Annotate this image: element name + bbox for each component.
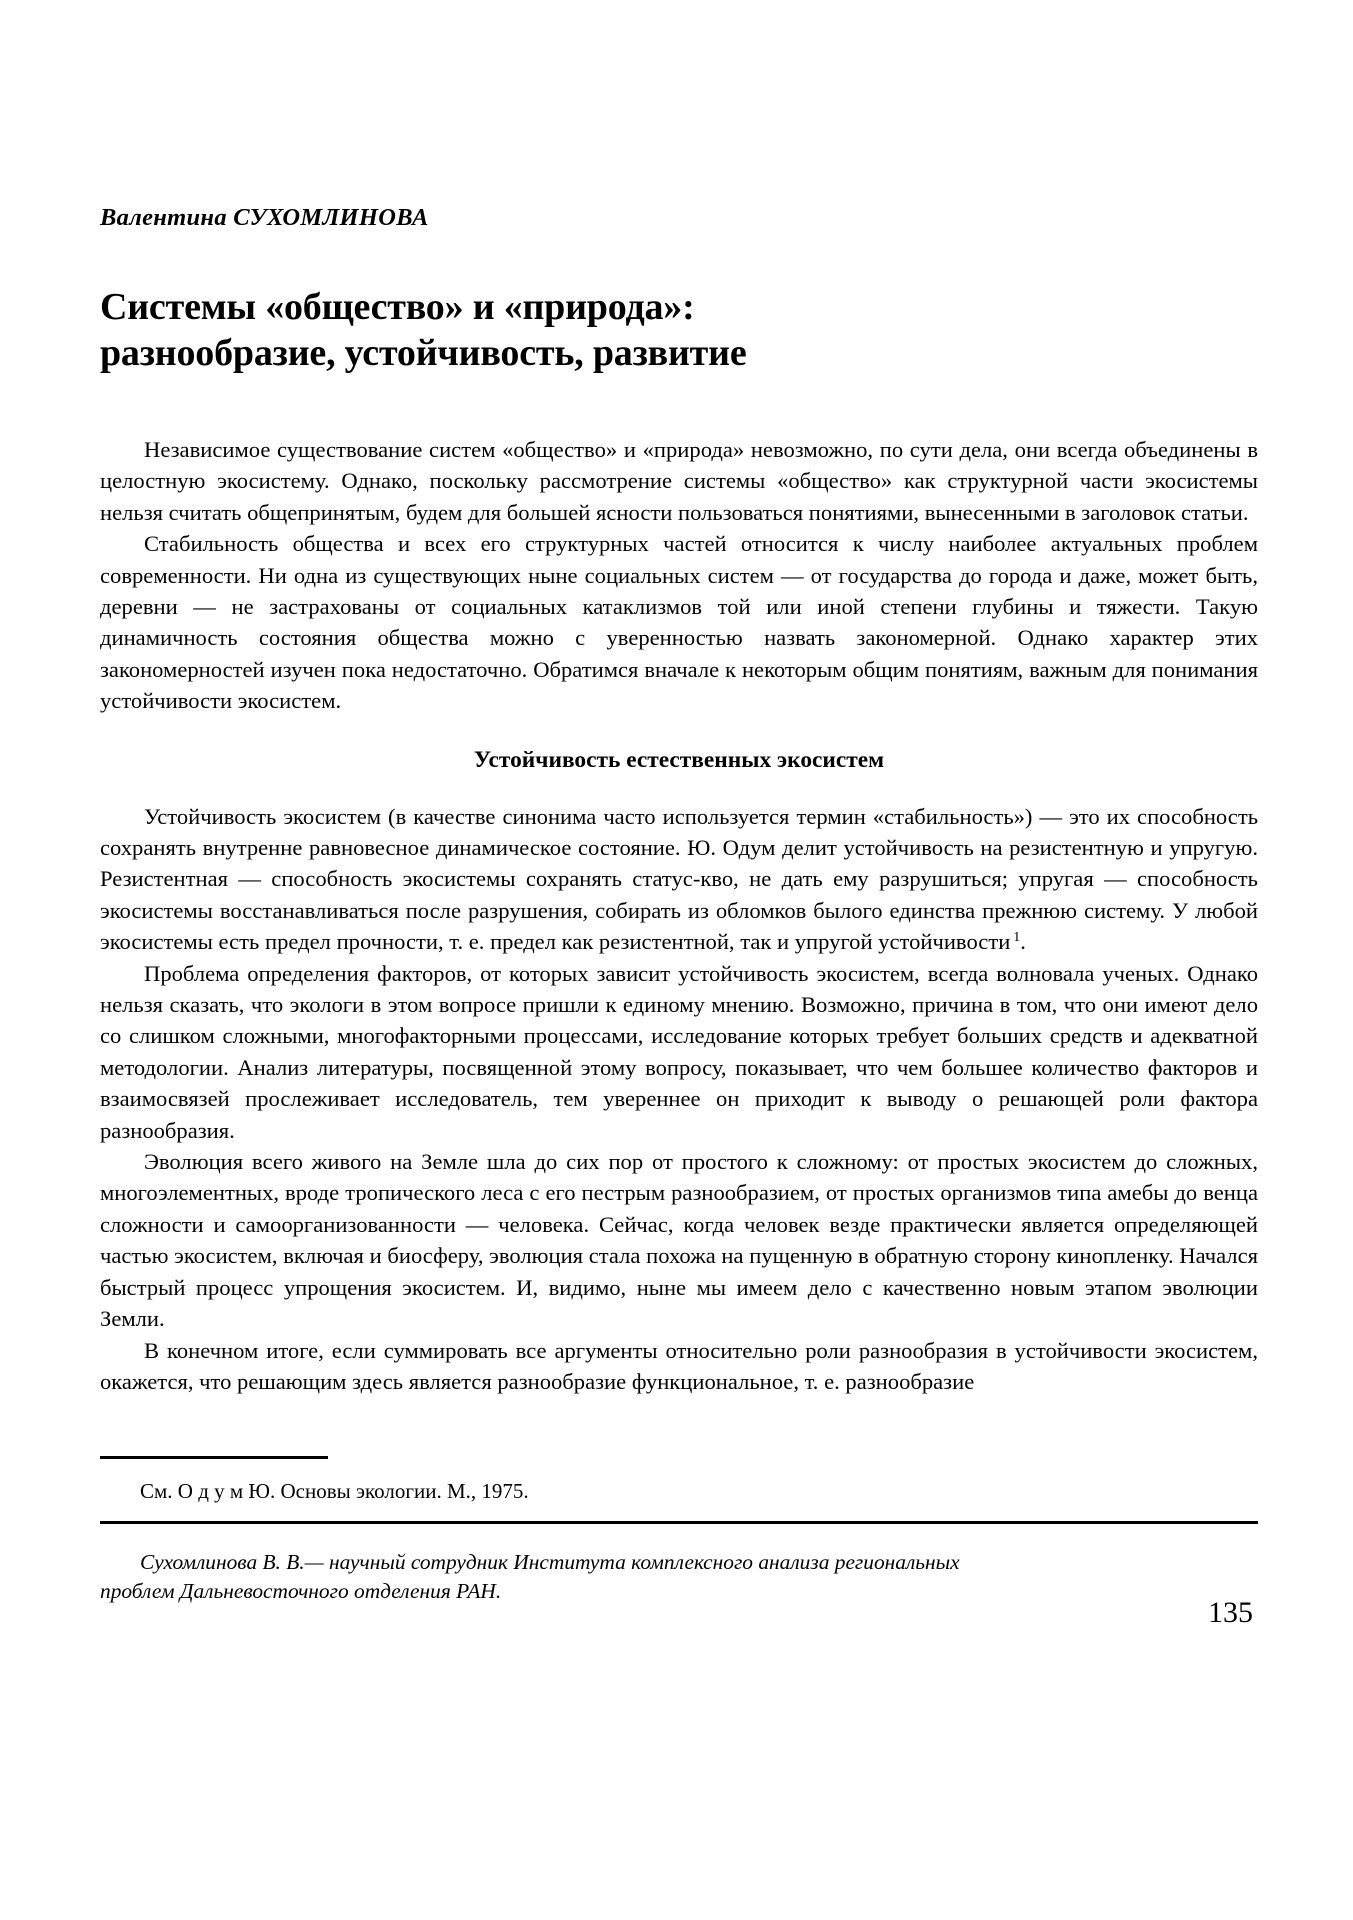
paragraph-3 [100, 801, 1258, 958]
author-bio [100, 1548, 1258, 1606]
footnote-area [100, 1456, 1258, 1606]
paragraph-6: В конечном итоге, если суммировать все аргументы относительно роли разнообразия в устойчивости экосистем, окажется, что решающим здесь является разнообразие функциональное, т. е. разнообразие [100, 1337, 1258, 1394]
article-content [100, 205, 1258, 1397]
author-kicker: Валентина СУХОМЛИНОВА [100, 204, 429, 231]
page-number: 135 [1208, 1596, 1253, 1629]
paragraph-4: Проблема определения факторов, от которых зависит устойчивость экосистем, всегда волновала ученых. Однако нельзя сказать, что экологи в этом вопросе пришли к единому мнению. Возможно, причина в том, что они имеют дело со слишком сложными, многофакторными процессами, исследование которых требует больших средств и адекватной методологии. Анализ литературы, посвященной этому вопросу, показывает, что чем большее количество факторов и взаимосвязей прослеживает исследователь, тем увереннее он приходит к выводу о решающей роли фактора разнообразия. [100, 960, 1258, 1143]
title-line-2: разнообразие, устойчивость, развитие [100, 331, 747, 374]
footnote-reference-1[interactable]: 1 [1013, 929, 1021, 945]
paragraph-2: Стабильность общества и всех его структурных частей относится к числу наиболее актуальных проблем современности. Ни одна из существующих ныне социальных систем — от государства до города и даже, может быть, деревни — не застрахованы от социальных катаклизмов той или иной степени глубины и тяжести. Такую динамичность состояния общества можно с уверенностью назвать закономерной. Однако характер этих закономерностей изучен пока недостаточно. Обратимся вначале к некоторым общим понятиям, важным для понимания устойчивости экосистем. [100, 531, 1258, 714]
footnote-separator-rule [100, 1456, 328, 1459]
paragraph-5: Эволюция всего живого на Земле шла до сих пор от простого к сложному: от простых экосистем до сложных, многоэлементных, вроде тропического леса с его пестрым разнообразием, от простых организмов типа амебы до венца сложности и самоорганизованности — человека. Сейчас, когда человек везде практически является определяющей частью экосистем, включая и биосферу, эволюция стала похожа на пущенную в обратную сторону кинопленку. Начался быстрый процесс упрощения экосистем. И, видимо, ныне мы имеем дело с качественно новым этапом эволюции Земли. [100, 1149, 1258, 1332]
section-heading: Устойчивость естественных экосистем [473, 746, 885, 773]
page-title [100, 284, 1258, 376]
author-bio-line-2: проблем Дальневосточного отделения РАН. [100, 1579, 502, 1603]
author-bio-line-1: Сухомлинова В. В.— научный сотрудник Института комплексного анализа региональных [140, 1550, 960, 1574]
paragraph-1: Независимое существование систем «общество» и «природа» невозможно, по сути дела, они всегда объединены в целостную экосистему. Однако, поскольку рассмотрение системы «общество» как структурной части экосистемы нельзя считать общепринятым, будем для большей ясности пользоваться понятиями, вынесенными в заголовок статьи. [100, 436, 1258, 525]
paragraph-3-text: Устойчивость экосистем (в качестве синонима часто используется термин «стабильность») — это их способность сохранять внутренне равновесное динамическое состояние. Ю. Одум делит устойчивость на резистентную и упругую. Резистентная — способность экосистемы сохранять статус-кво, не дать ему разрушиться; упругая — способность экосистемы восстанавливаться после разрушения, собирать из обломков былого единства прежнюю систему. У любой экосистемы есть предел прочности, т. е. предел как резистентной, так и упругой устойчивости [100, 803, 1258, 955]
paragraph-3-tail: . [1020, 929, 1026, 955]
bio-separator-rule [100, 1521, 1258, 1524]
title-line-1: Системы «общество» и «природа»: [100, 285, 695, 328]
footnote-text: См. О д у м Ю. Основы экологии. М., 1975. [140, 1479, 529, 1503]
